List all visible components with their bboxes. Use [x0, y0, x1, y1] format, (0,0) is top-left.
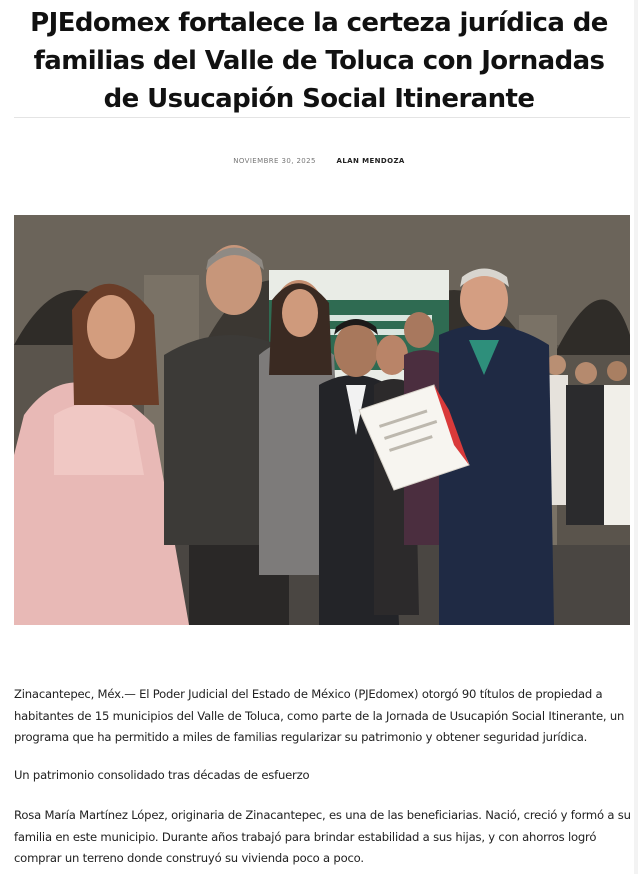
article-date: NOVIEMBRE 30, 2025 [233, 157, 316, 165]
article-photo [14, 215, 630, 625]
article-meta [0, 156, 638, 166]
scrollbar[interactable] [634, 0, 638, 874]
article-paragraph: Rosa María Martínez López, originaria de Zinacantepec, es una de las beneficiarias. Nació, creció y formó a su familia en este municipio. Durante años trabajó para brindar estabilidad a sus hijas, y con ahorros logró comprar un terreno donde construyó su vivienda poco a poco. [14, 808, 631, 865]
article-subheading: Un patrimonio consolidado tras décadas de esfuerzo [14, 768, 310, 782]
article-author-link[interactable]: ALAN MENDOZA [336, 157, 405, 165]
title-divider [14, 117, 630, 118]
article-title: PJEdomex fortalece la certeza jurídica de familias del Valle de Toluca con Jornadas de Usucapión Social Itinerante [30, 8, 608, 114]
article-paragraph: Zinacantepec, Méx.— El Poder Judicial del Estado de México (PJEdomex) otorgó 90 títulos de propiedad a habitantes de 15 municipios del Valle de Toluca, como parte de la Jornada de Usucapión Social Itinerante, un programa que ha permitido a miles de familias regularizar su patrimonio y obtener seguridad jurídica. [14, 687, 625, 744]
